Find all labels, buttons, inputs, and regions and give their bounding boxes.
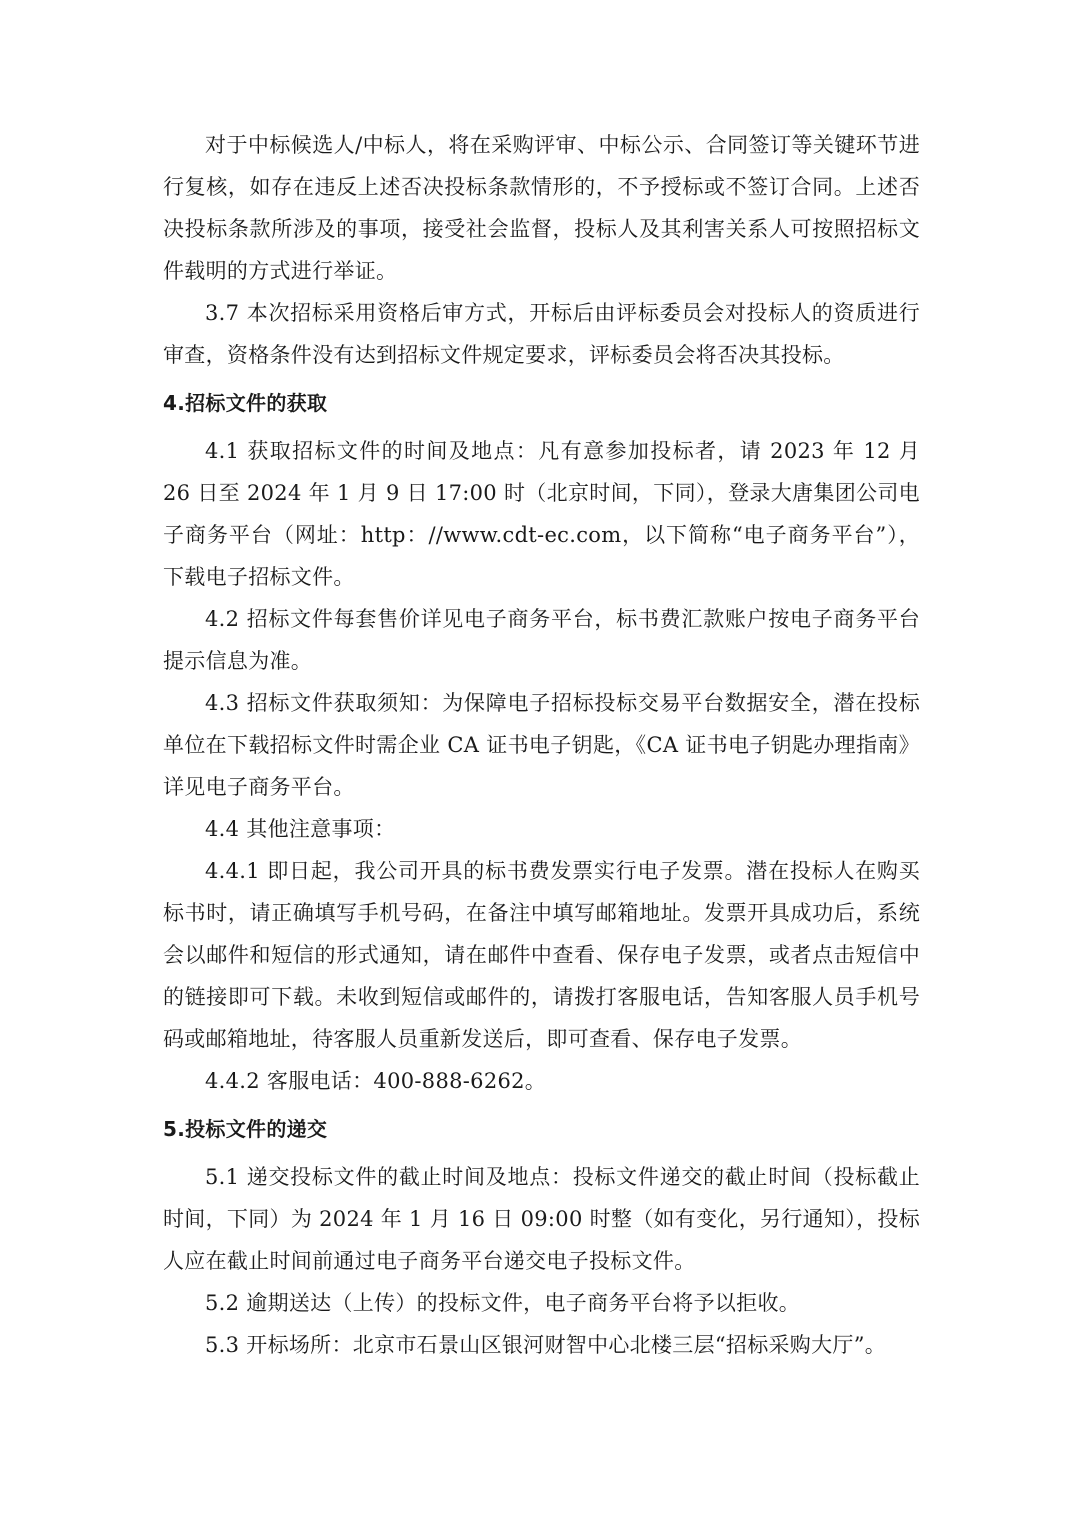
paragraph-4-4-1: 4.4.1 即日起，我公司开具的标书费发票实行电子发票。潜在投标人在购买标书时，请正确填写手机号码，在备注中填写邮箱地址。发票开具成功后，系统会以邮件和短信的形式通知，请在邮件中查看、保存电子发票，或者点击短信中的链接即可下载。未收到短信或邮件的，请拨打客服电话，告知客服人员手机号码或邮箱地址，待客服人员重新发送后，即可查看、保存电子发票。 [163,859,920,1051]
document-body [163,124,920,1366]
paragraph-5-2: 5.2 逾期送达（上传）的投标文件，电子商务平台将予以拒收。 [205,1291,801,1315]
paragraph-4-4-2: 4.4.2 客服电话：400-888-6262。 [205,1069,547,1093]
paragraph-review-notice: 对于中标候选人/中标人，将在采购评审、中标公示、合同签订等关键环节进行复核，如存在违反上述否决投标条款情形的，不予授标或不签订合同。上述否决投标条款所涉及的事项，接受社会监督，投标人及其利害关系人可按照招标文件载明的方式进行举证。 [163,133,920,283]
paragraph-4-2: 4.2 招标文件每套售价详见电子商务平台，标书费汇款账户按电子商务平台提示信息为准。 [163,607,920,673]
paragraph-4-1: 4.1 获取招标文件的时间及地点：凡有意参加投标者，请 2023 年 12 月 26 日至 2024 年 1 月 9 日 17:00 时（北京时间，下同），登录大唐集团公司电子商务平台（网址：http：//www.cdt-ec.com，以下简称“电子商务平台”），下载电子招标文件。 [163,439,920,589]
paragraph-4-3: 4.3 招标文件获取须知：为保障电子招标投标交易平台数据安全，潜在投标单位在下载招标文件时需企业 CA 证书电子钥匙，《CA 证书电子钥匙办理指南》详见电子商务平台。 [163,691,920,799]
paragraph-3-7: 3.7 本次招标采用资格后审方式，开标后由评标委员会对投标人的资质进行审查，资格条件没有达到招标文件规定要求，评标委员会将否决其投标。 [163,301,920,367]
paragraph-5-1: 5.1 递交投标文件的截止时间及地点：投标文件递交的截止时间（投标截止时间，下同）为 2024 年 1 月 16 日 09:00 时整（如有变化，另行通知），投标人应在截止时间前通过电子商务平台递交电子投标文件。 [163,1165,920,1273]
paragraph-5-3: 5.3 开标场所：北京市石景山区银河财智中心北楼三层“招标采购大厅”。 [205,1333,887,1357]
section-heading-5: 5.投标文件的递交 [163,1117,328,1141]
paragraph-4-4: 4.4 其他注意事项： [205,817,396,841]
section-heading-4: 4.招标文件的获取 [163,391,328,415]
